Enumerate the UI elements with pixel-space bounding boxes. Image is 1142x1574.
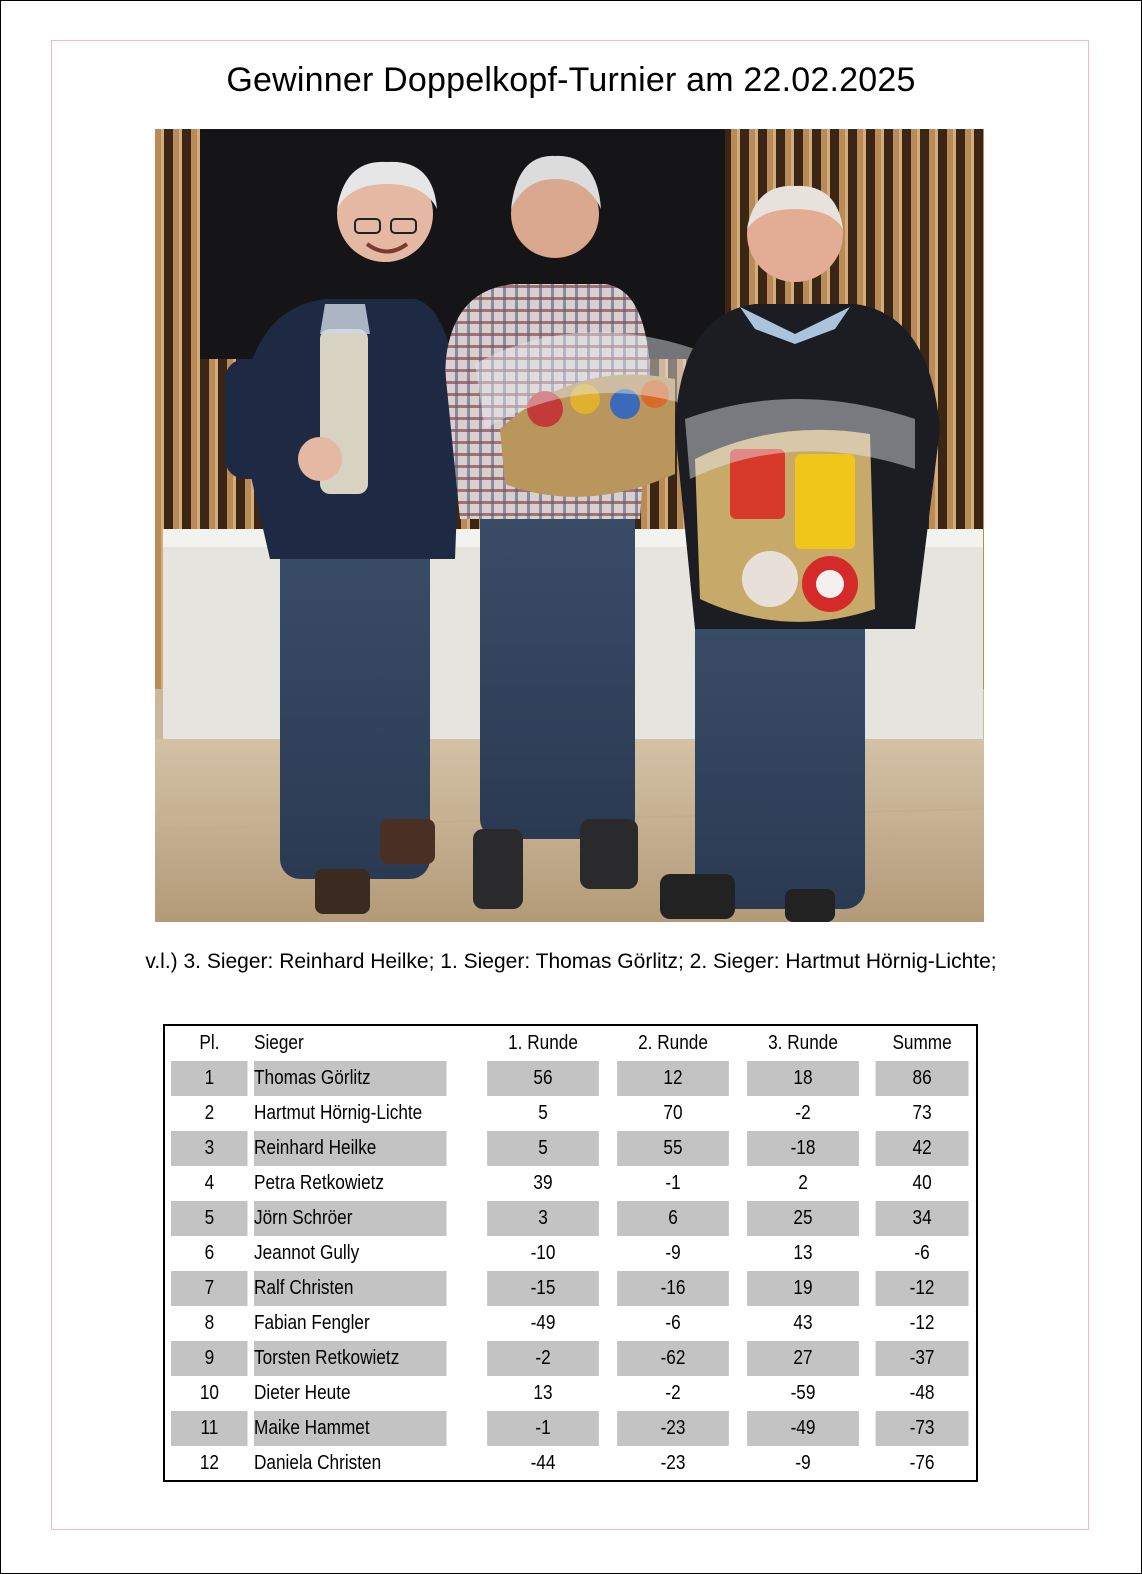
cell-place: 3 xyxy=(170,1131,247,1166)
cell-place: 9 xyxy=(170,1341,247,1376)
header-round-1: 1. Runde xyxy=(508,1032,578,1054)
winners-photo xyxy=(155,129,984,922)
cell-name: Hartmut Hörnig-Lichte xyxy=(254,1102,423,1124)
cell-place: 8 xyxy=(204,1312,215,1334)
cell-name: Dieter Heute xyxy=(254,1382,351,1404)
cell-round-1: -44 xyxy=(530,1451,556,1474)
cell-round-1: -49 xyxy=(530,1312,556,1334)
photo-caption: v.l.) 3. Sieger: Reinhard Heilke; 1. Sieger: Thomas Görlitz; 2. Sieger: Hartmut Hörnig-Lichte; xyxy=(145,950,997,973)
table-row xyxy=(164,1236,977,1271)
cell-total: 86 xyxy=(876,1061,970,1096)
cell-round-1: 13 xyxy=(533,1382,553,1404)
cell-name: Torsten Retkowietz xyxy=(254,1341,447,1376)
table-row xyxy=(164,1131,977,1166)
cell-total: -12 xyxy=(909,1312,935,1334)
cell-place: 6 xyxy=(204,1242,215,1264)
cell-round-2: -62 xyxy=(617,1341,729,1376)
cell-total: -12 xyxy=(876,1271,970,1306)
header-name: Sieger xyxy=(254,1032,304,1054)
cell-round-1: -15 xyxy=(487,1271,599,1306)
cell-round-3: 13 xyxy=(793,1242,813,1264)
cell-total: -6 xyxy=(914,1242,930,1264)
table-row xyxy=(164,1376,977,1411)
cell-name: Jörn Schröer xyxy=(254,1201,447,1236)
results-table xyxy=(163,1024,978,1482)
cell-name: Fabian Fengler xyxy=(254,1312,370,1334)
cell-place: 4 xyxy=(204,1172,215,1194)
cell-name: Petra Retkowietz xyxy=(254,1172,385,1194)
cell-name: Daniela Christen xyxy=(254,1451,382,1474)
cell-round-2: -9 xyxy=(665,1242,681,1264)
cell-round-3: 2 xyxy=(798,1172,808,1194)
cell-round-1: -2 xyxy=(487,1341,599,1376)
cell-round-3: -18 xyxy=(747,1131,859,1166)
cell-name: Jeannot Gully xyxy=(254,1242,360,1264)
table-row xyxy=(164,1446,977,1481)
cell-total: 42 xyxy=(876,1131,970,1166)
cell-round-1: 5 xyxy=(487,1131,599,1166)
table-row xyxy=(164,1341,977,1376)
header-total: Summe xyxy=(892,1032,952,1054)
cell-round-3: 25 xyxy=(747,1201,859,1236)
cell-round-1: -1 xyxy=(487,1411,599,1446)
cell-place: 2 xyxy=(204,1102,215,1124)
table-row xyxy=(164,1166,977,1201)
cell-round-3: 43 xyxy=(793,1312,813,1334)
cell-place: 10 xyxy=(199,1382,219,1404)
table-row xyxy=(164,1306,977,1341)
cell-total: 34 xyxy=(876,1201,970,1236)
cell-round-2: -23 xyxy=(617,1411,729,1446)
cell-round-3: 27 xyxy=(747,1341,859,1376)
cell-round-3: 19 xyxy=(747,1271,859,1306)
cell-round-2: 55 xyxy=(617,1131,729,1166)
cell-name: Thomas Görlitz xyxy=(254,1061,447,1096)
cell-round-3: -2 xyxy=(795,1102,811,1124)
cell-name: Reinhard Heilke xyxy=(254,1131,447,1166)
cell-total: 40 xyxy=(912,1172,932,1194)
cell-round-3: -49 xyxy=(747,1411,859,1446)
cell-round-2: 70 xyxy=(663,1102,683,1124)
cell-round-3: -59 xyxy=(790,1382,816,1404)
cell-place: 1 xyxy=(170,1061,247,1096)
header-place: Pl. xyxy=(199,1032,220,1054)
cell-place: 5 xyxy=(170,1201,247,1236)
cell-round-1: 56 xyxy=(487,1061,599,1096)
header-round-3: 3. Runde xyxy=(768,1032,838,1054)
cell-name: Ralf Christen xyxy=(254,1271,447,1306)
header-round-2: 2. Runde xyxy=(638,1032,708,1054)
cell-round-2: -2 xyxy=(665,1382,681,1404)
cell-total: -48 xyxy=(909,1382,935,1404)
cell-round-2: 12 xyxy=(617,1061,729,1096)
cell-round-1: 3 xyxy=(487,1201,599,1236)
cell-name: Maike Hammet xyxy=(254,1411,447,1446)
cell-place: 7 xyxy=(170,1271,247,1306)
cell-total: 73 xyxy=(912,1102,932,1124)
cell-round-2: -23 xyxy=(660,1451,686,1474)
table-row xyxy=(164,1201,977,1236)
cell-total: -73 xyxy=(876,1411,970,1446)
cell-place: 11 xyxy=(170,1411,247,1446)
cell-round-3: -9 xyxy=(795,1451,811,1474)
cell-round-2: -16 xyxy=(617,1271,729,1306)
table-row xyxy=(164,1061,977,1096)
cell-round-3: 18 xyxy=(747,1061,859,1096)
cell-round-1: 39 xyxy=(533,1172,553,1194)
table-header-row xyxy=(164,1025,977,1061)
table-row xyxy=(164,1271,977,1306)
cell-round-2: 6 xyxy=(617,1201,729,1236)
table-row xyxy=(164,1411,977,1446)
cell-total: -76 xyxy=(909,1451,935,1474)
table-row xyxy=(164,1096,977,1131)
cell-round-2: -6 xyxy=(665,1312,681,1334)
cell-round-1: 5 xyxy=(538,1102,548,1124)
cell-round-1: -10 xyxy=(530,1242,556,1264)
cell-total: -37 xyxy=(876,1341,970,1376)
cell-place: 12 xyxy=(199,1451,219,1474)
page-title: Gewinner Doppelkopf-Turnier am 22.02.2025 xyxy=(226,61,916,99)
cell-round-2: -1 xyxy=(665,1172,681,1194)
